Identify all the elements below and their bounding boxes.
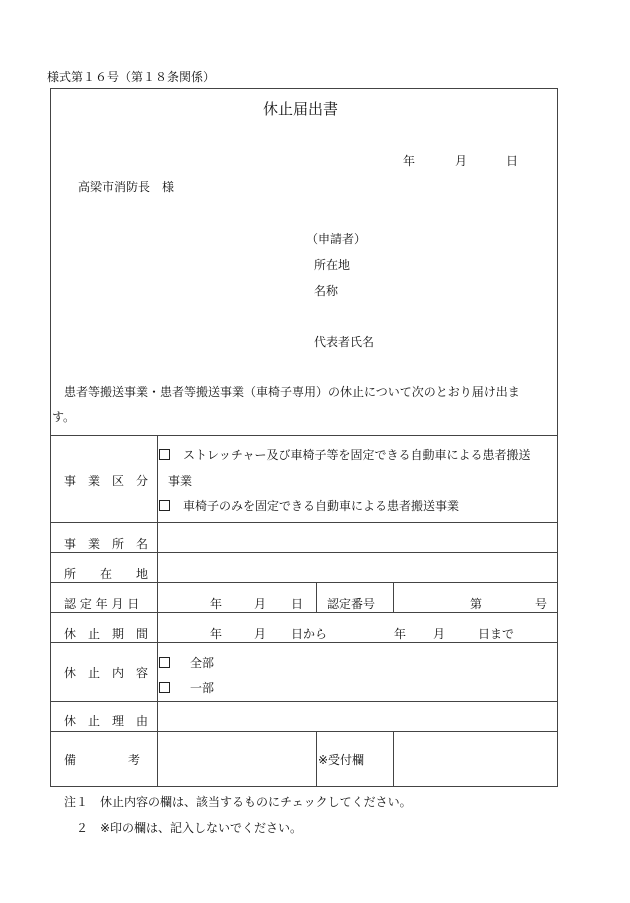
date-day: 日 [506, 154, 519, 168]
location-label: 所 在 地 [64, 567, 149, 581]
row-line-5 [50, 642, 558, 643]
page-title: 休止届出書 [263, 100, 339, 118]
business-type-label: 事 業 区 分 [64, 474, 149, 488]
date-month: 月 [455, 154, 468, 168]
received-label: ※受付欄 [318, 753, 365, 767]
applicant-representative-label: 代表者氏名 [314, 335, 375, 349]
note-2: ２ ※印の欄は、記入しないでください。 [76, 821, 303, 835]
cert-number-go: 号 [535, 597, 548, 611]
period-to-year: 年 [394, 627, 407, 641]
remarks-field[interactable] [158, 732, 315, 786]
remarks-label-1: 備 [64, 753, 77, 767]
content-all-label: 全部 [190, 656, 215, 670]
period-from-year: 年 [210, 627, 223, 641]
period-to-day: 日まで [478, 627, 515, 641]
business-type-option1-checkbox[interactable] [159, 449, 170, 460]
received-left-line [316, 731, 317, 787]
cert-number-right-line [393, 582, 394, 612]
cert-number-label: 認定番号 [327, 597, 376, 611]
period-from-month: 月 [254, 627, 267, 641]
applicant-address-label: 所在地 [314, 258, 351, 272]
date-year: 年 [403, 154, 416, 168]
content-partial-checkbox[interactable] [159, 682, 170, 693]
content-partial-label: 一部 [190, 681, 215, 695]
suspension-period-label: 休 止 期 間 [64, 627, 149, 641]
row-line-3 [50, 582, 558, 583]
business-type-option2-checkbox[interactable] [159, 500, 170, 511]
remarks-label-2: 考 [128, 753, 141, 767]
suspension-content-label: 休 止 内 容 [64, 666, 149, 680]
content-all-checkbox[interactable] [159, 657, 170, 668]
applicant-name-label: 名称 [314, 284, 339, 298]
row-line-4 [50, 612, 558, 613]
cert-date-year: 年 [210, 597, 223, 611]
office-name-field[interactable] [158, 523, 557, 551]
cert-number-dai: 第 [470, 597, 483, 611]
note-1: 注１ 休止内容の欄は、該当するものにチェックしてください。 [64, 795, 412, 809]
form-number: 様式第１６号（第１８条関係） [47, 70, 216, 84]
suspension-reason-label: 休 止 理 由 [64, 714, 149, 728]
addressee: 高梁市消防長 様 [78, 180, 175, 194]
cert-number-left-line [316, 582, 317, 612]
period-from-day: 日から [291, 627, 328, 641]
office-name-label: 事 業 所 名 [64, 537, 149, 551]
suspension-reason-field[interactable] [158, 702, 557, 730]
body-text-line2: す。 [52, 410, 76, 424]
business-type-option2-label: 車椅子のみを固定できる自動車による患者搬送事業 [183, 499, 460, 513]
cert-date-day: 日 [291, 597, 304, 611]
cert-date-month: 月 [254, 597, 267, 611]
business-type-option1-line1: ストレッチャー及び車椅子等を固定できる自動車による患者搬送 [183, 448, 531, 462]
table-top-line [50, 435, 558, 436]
applicant-heading: （申請者） [306, 232, 367, 246]
business-type-option1-line2: 事業 [168, 474, 193, 488]
period-to-month: 月 [433, 627, 446, 641]
body-text-line1: 患者等搬送事業・患者等搬送事業（車椅子専用）の休止について次のとおり届け出ま [64, 385, 520, 399]
received-right-line [393, 731, 394, 787]
cert-date-label: 認 定 年 月 日 [64, 597, 140, 611]
location-field[interactable] [158, 553, 557, 581]
